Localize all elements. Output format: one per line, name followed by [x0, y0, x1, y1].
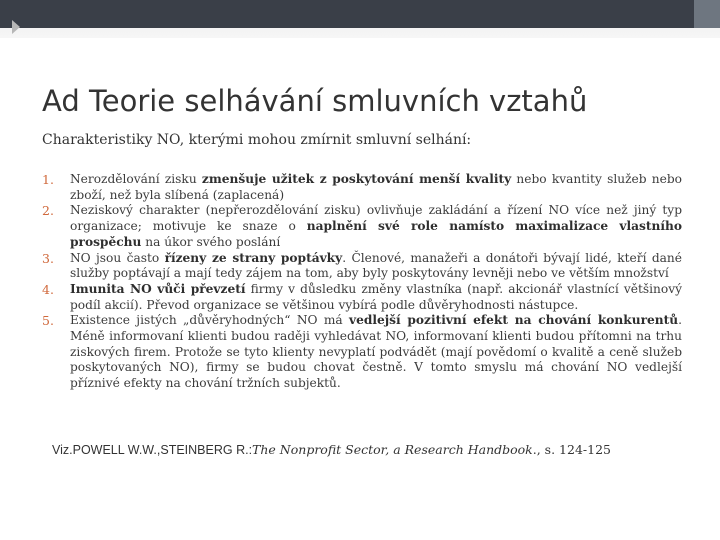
item-text: Neziskový charakter (nepřerozdělování zisku) ovlivňuje zakládání a řízení NO více než jiný typ organizace; motivuje ke snaze o: [70, 203, 682, 234]
item-number: 5.: [42, 313, 54, 329]
slide-title: Ad Teorie selhávání smluvních vztahů: [42, 84, 588, 118]
item-text: Existence jistých „důvěryhodných“ NO má: [70, 313, 350, 328]
item-number: 2.: [42, 203, 54, 219]
list-item: [42, 172, 682, 203]
item-emphasis: Imunita NO vůči převzetí: [70, 281, 246, 296]
triangle-marker-icon: [12, 20, 20, 34]
list-item: [42, 282, 682, 313]
list-item: [42, 251, 682, 282]
slide-subtitle: Charakteristiky NO, kterými mohou zmírnit smluvní selhání:: [42, 132, 472, 148]
item-number: 3.: [42, 250, 54, 266]
list-item: [42, 203, 682, 250]
item-text: . Členové, manažeři a donátoři bývají lidé, kteří dané služby poptávají a mají tedy zájem na tom, aby byly poskytovány levněji nebo ve větším množství: [70, 250, 682, 281]
item-text: na úkor svého poslání: [141, 234, 281, 249]
item-text: nebo kvantity služeb nebo zboží, než byla slíbená (zaplacená): [70, 172, 682, 202]
top-accent-block: [694, 0, 720, 28]
item-text: firmy v důsledku změny vlastníka (např. akcionář vlastnící většinový podíl akcií). Převod organizace se většinou vybírá podle důvěryhodnosti nástupce.: [70, 281, 682, 312]
item-emphasis: vedlejší pozitivní efekt na chování konkurentů: [349, 313, 679, 328]
item-emphasis: naplnění své role namísto maximalizace vlastního prospěchu: [70, 219, 682, 249]
list-item: [42, 313, 682, 392]
item-text: Nerozdělování zisku: [70, 172, 202, 186]
citation-authors: Viz.POWELL W.W.,STEINBERG R.:: [52, 443, 253, 457]
characteristics-list: [42, 172, 682, 392]
item-text: NO jsou často: [70, 250, 165, 265]
citation-pages: ., s. 124-125: [532, 442, 611, 457]
citation-book-title: The Nonprofit Sector, a Research Handbook: [252, 442, 533, 457]
item-text: . Méně informovaní klienti budou raději vyhledávat NO, informovaní klienti budou přítomni na trhu ziskových firem. Protože se tyto klienty nevyplatí podvádět (mají povědomí o kvalitě a ceně služeb poskytovaných NO), firmy se budou chovat čestně. V tomto smyslu má chování NO vedlejší příznivé efekty na chování tržních subjektů.: [70, 313, 682, 391]
item-number: 4.: [42, 281, 54, 297]
citation: [52, 442, 692, 457]
item-emphasis: zmenšuje užitek z poskytování menší kvality: [201, 172, 512, 186]
top-dark-bar: [0, 0, 694, 28]
item-number: 1.: [42, 172, 54, 187]
item-emphasis: řízeny ze strany poptávky: [164, 250, 343, 265]
